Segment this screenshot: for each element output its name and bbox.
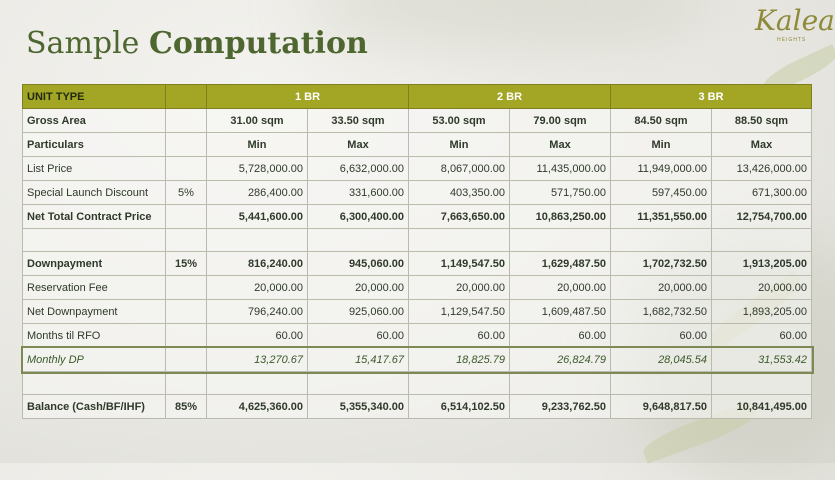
row-label: Reservation Fee <box>23 276 166 300</box>
row-percent <box>166 300 207 324</box>
value-cell: 945,060.00 <box>308 252 409 276</box>
row-label: Months til RFO <box>23 324 166 348</box>
value-cell: 4,625,360.00 <box>207 395 308 419</box>
table-row <box>23 348 812 372</box>
value-cell: 403,350.00 <box>409 181 510 205</box>
computation-table <box>22 84 812 419</box>
value-cell: 925,060.00 <box>308 300 409 324</box>
value-cell: 796,240.00 <box>207 300 308 324</box>
row-percent <box>166 348 207 372</box>
value-cell <box>712 229 812 252</box>
value-cell: 20,000.00 <box>207 276 308 300</box>
value-cell <box>510 229 611 252</box>
title-bold: Computation <box>148 26 368 61</box>
row-percent <box>166 324 207 348</box>
value-cell: 26,824.79 <box>510 348 611 372</box>
header-pct-cell <box>166 85 207 109</box>
header-row <box>23 85 812 109</box>
row-label: Monthly DP <box>23 348 166 372</box>
value-cell: 60.00 <box>409 324 510 348</box>
table-row <box>23 205 812 229</box>
value-cell: 8,067,000.00 <box>409 157 510 181</box>
value-cell: 11,949,000.00 <box>611 157 712 181</box>
value-cell: Min <box>207 133 308 157</box>
value-cell <box>510 372 611 395</box>
table-row <box>23 229 812 252</box>
table-row <box>23 276 812 300</box>
value-cell: 671,300.00 <box>712 181 812 205</box>
brand-logo <box>737 4 835 50</box>
row-label: Net Total Contract Price <box>23 205 166 229</box>
value-cell <box>308 229 409 252</box>
value-cell: Min <box>611 133 712 157</box>
row-percent <box>166 276 207 300</box>
table-row <box>23 372 812 395</box>
row-label: Net Downpayment <box>23 300 166 324</box>
value-cell <box>409 372 510 395</box>
value-cell: 10,863,250.00 <box>510 205 611 229</box>
value-cell: 60.00 <box>611 324 712 348</box>
value-cell: 20,000.00 <box>409 276 510 300</box>
row-percent <box>166 157 207 181</box>
value-cell: Max <box>308 133 409 157</box>
value-cell <box>207 372 308 395</box>
value-cell: Max <box>510 133 611 157</box>
value-cell: 1,609,487.50 <box>510 300 611 324</box>
value-cell: 571,750.00 <box>510 181 611 205</box>
value-cell: 79.00 sqm <box>510 109 611 133</box>
row-percent: 15% <box>166 252 207 276</box>
value-cell: 20,000.00 <box>712 276 812 300</box>
table-row <box>23 395 812 419</box>
value-cell: Max <box>712 133 812 157</box>
value-cell: 5,441,600.00 <box>207 205 308 229</box>
row-label: Downpayment <box>23 252 166 276</box>
group-1br: 1 BR <box>207 85 409 109</box>
value-cell: 13,426,000.00 <box>712 157 812 181</box>
value-cell: 11,351,550.00 <box>611 205 712 229</box>
value-cell: 84.50 sqm <box>611 109 712 133</box>
value-cell: 53.00 sqm <box>409 109 510 133</box>
table-row <box>23 324 812 348</box>
value-cell: 597,450.00 <box>611 181 712 205</box>
title-light: Sample <box>26 26 140 61</box>
row-percent <box>166 229 207 252</box>
value-cell: 20,000.00 <box>308 276 409 300</box>
value-cell: 1,129,547.50 <box>409 300 510 324</box>
table-row <box>23 133 812 157</box>
value-cell: 6,632,000.00 <box>308 157 409 181</box>
logo-sub: HEIGHTS <box>777 37 807 43</box>
value-cell: 816,240.00 <box>207 252 308 276</box>
value-cell: 7,663,650.00 <box>409 205 510 229</box>
table-row <box>23 252 812 276</box>
table-row <box>23 181 812 205</box>
value-cell: 9,233,762.50 <box>510 395 611 419</box>
row-label <box>23 229 166 252</box>
value-cell: 6,514,102.50 <box>409 395 510 419</box>
value-cell <box>409 229 510 252</box>
value-cell: 5,355,340.00 <box>308 395 409 419</box>
row-label: Balance (Cash/BF/IHF) <box>23 395 166 419</box>
row-percent <box>166 205 207 229</box>
value-cell: 1,682,732.50 <box>611 300 712 324</box>
row-label: Special Launch Discount <box>23 181 166 205</box>
value-cell <box>712 372 812 395</box>
row-label <box>23 372 166 395</box>
group-2br: 2 BR <box>409 85 611 109</box>
value-cell: 20,000.00 <box>510 276 611 300</box>
value-cell: 5,728,000.00 <box>207 157 308 181</box>
value-cell: 13,270.67 <box>207 348 308 372</box>
value-cell: 60.00 <box>510 324 611 348</box>
row-label: Gross Area <box>23 109 166 133</box>
value-cell: 33.50 sqm <box>308 109 409 133</box>
row-percent: 85% <box>166 395 207 419</box>
value-cell: 6,300,400.00 <box>308 205 409 229</box>
page-title <box>26 26 368 61</box>
value-cell <box>207 229 308 252</box>
value-cell: Min <box>409 133 510 157</box>
value-cell: 286,400.00 <box>207 181 308 205</box>
table-row <box>23 157 812 181</box>
value-cell <box>611 229 712 252</box>
value-cell: 60.00 <box>712 324 812 348</box>
value-cell: 331,600.00 <box>308 181 409 205</box>
row-percent: 5% <box>166 181 207 205</box>
value-cell: 1,629,487.50 <box>510 252 611 276</box>
row-label: Particulars <box>23 133 166 157</box>
row-percent <box>166 372 207 395</box>
value-cell <box>611 372 712 395</box>
row-percent <box>166 109 207 133</box>
unit-type-label: UNIT TYPE <box>23 85 166 109</box>
logo-script: Kalea <box>755 4 835 37</box>
row-label: List Price <box>23 157 166 181</box>
value-cell: 1,149,547.50 <box>409 252 510 276</box>
table-row <box>23 109 812 133</box>
value-cell: 60.00 <box>207 324 308 348</box>
value-cell: 18,825.79 <box>409 348 510 372</box>
row-percent <box>166 133 207 157</box>
value-cell: 9,648,817.50 <box>611 395 712 419</box>
value-cell: 1,893,205.00 <box>712 300 812 324</box>
value-cell: 15,417.67 <box>308 348 409 372</box>
value-cell <box>308 372 409 395</box>
table-row <box>23 300 812 324</box>
value-cell: 88.50 sqm <box>712 109 812 133</box>
value-cell: 10,841,495.00 <box>712 395 812 419</box>
value-cell: 31,553.42 <box>712 348 812 372</box>
group-3br: 3 BR <box>611 85 812 109</box>
value-cell: 1,702,732.50 <box>611 252 712 276</box>
value-cell: 31.00 sqm <box>207 109 308 133</box>
value-cell: 28,045.54 <box>611 348 712 372</box>
value-cell: 60.00 <box>308 324 409 348</box>
value-cell: 20,000.00 <box>611 276 712 300</box>
value-cell: 1,913,205.00 <box>712 252 812 276</box>
value-cell: 12,754,700.00 <box>712 205 812 229</box>
value-cell: 11,435,000.00 <box>510 157 611 181</box>
